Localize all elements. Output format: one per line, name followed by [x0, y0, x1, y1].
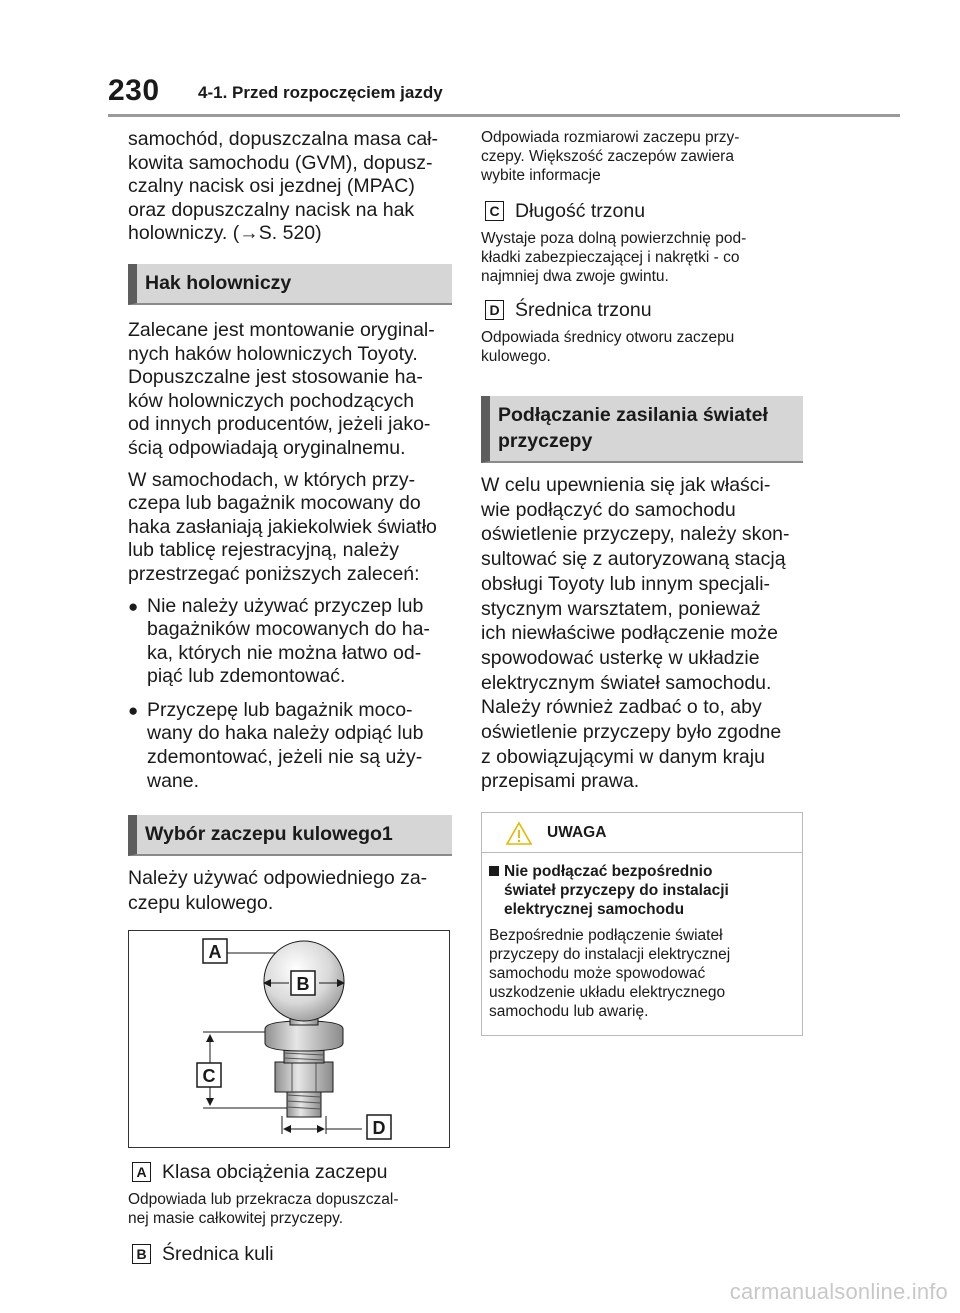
text-line: czepy. Większość zaczepów zawiera	[481, 148, 734, 165]
paragraph-recommend	[128, 319, 452, 461]
section-heading-trailer-lights	[481, 396, 803, 463]
text-line: piąć lub zdemontować.	[147, 665, 346, 688]
text-line: od innych producentów, jeżeli jako-	[128, 413, 431, 436]
label-b-row	[128, 1242, 452, 1266]
section-heading-tow-hitch: Hak holowniczy	[128, 264, 452, 305]
text-line: W celu upewnienia się jak właści-	[481, 474, 771, 496]
warning-triangle-icon	[506, 821, 532, 845]
text-line: lub tablicę rejestracyjną, należy	[128, 539, 399, 562]
text-line: kulowego.	[481, 348, 551, 365]
text-line: uszkodzenie układu elektrycznego	[489, 984, 726, 1002]
text-line: samochodu może spowodować	[489, 965, 706, 983]
label-a-description	[128, 1190, 452, 1228]
label-c-title: Długość trzonu	[515, 200, 646, 222]
text-line: przepisami prawa.	[481, 770, 640, 793]
warning-subtitle	[489, 862, 796, 919]
text-line: Należy również zadbać o to, aby	[481, 696, 762, 719]
text-line: oświetlenie przyczepy, należy skon-	[481, 523, 790, 546]
text-line: haka zasłaniają jakiekolwiek światło	[128, 515, 437, 538]
page-number: 230	[108, 74, 160, 107]
square-bullet-icon	[489, 866, 499, 876]
text-line: Zalecane jest montowanie oryginal-	[128, 318, 435, 341]
label-b-description	[481, 128, 803, 185]
text-line: ków holowniczych pochodzących	[128, 389, 415, 412]
warning-box	[481, 812, 803, 1036]
label-d-description	[481, 328, 803, 366]
page-header	[0, 0, 960, 120]
warning-header	[482, 813, 802, 853]
right-column	[481, 128, 803, 1036]
section-heading-ball-mount: Wybór zaczepu kulowego1	[128, 815, 452, 856]
figure-label-a: A	[208, 942, 222, 963]
text-line: kładki zabezpieczającej i nakrętki - co	[481, 249, 740, 266]
text-line: elektrycznej samochodu	[504, 901, 685, 919]
figure-label-c: C	[202, 1066, 216, 1087]
text-line: zdemontować, jeżeli nie są uży-	[147, 746, 423, 769]
ball-mount-illustration	[129, 931, 449, 1147]
text-line: przestrzegać poniższych zaleceń:	[128, 562, 420, 585]
label-a-title: Klasa obciążenia zaczepu	[162, 1161, 388, 1184]
text-line: nych haków holowniczych Toyoty.	[128, 342, 418, 365]
text-line: Należy używać odpowiedniego za-	[128, 867, 428, 890]
text-line: samochód, dopuszczalna masa cał-	[128, 128, 438, 150]
text-line: przyczepy do instalacji elektrycznej	[489, 946, 731, 964]
text-line: z obowiązującymi w danym kraju	[481, 745, 765, 768]
text-line: ich niewłaściwe podłączenie może	[481, 622, 778, 645]
bullet-item	[128, 699, 452, 793]
text-line: Odpowiada średnicy otworu zaczepu	[481, 329, 735, 346]
label-c-description	[481, 229, 803, 286]
text-line: Odpowiada lub przekracza dopuszczal-	[128, 1191, 399, 1209]
text-line: Bezpośrednie podłączenie świateł	[489, 927, 723, 945]
text-line: ka, których nie można łatwo od-	[147, 641, 422, 664]
text-line: przyczepy	[498, 430, 593, 452]
text-line: Nie podłączać bezpośrednio	[504, 863, 713, 881]
text-line: Podłączanie zasilania świateł	[498, 404, 768, 426]
bullet-item	[128, 595, 452, 689]
text-line: czalny nacisk osi jezdnej (MPAC)	[128, 175, 415, 198]
text-line: obsługi Toyoty lub innym specjali-	[481, 572, 771, 595]
text-line: elektrycznym świateł samochodu.	[481, 671, 772, 694]
label-d-title: Średnica trzonu	[515, 299, 652, 321]
text-line: sultować się z autoryzowaną stacją	[481, 548, 786, 571]
paragraph-obstruction	[128, 469, 452, 587]
text-line: stycznym warsztatem, ponieważ	[481, 597, 761, 620]
figure-label-d: D	[372, 1118, 386, 1139]
label-d-box: D	[485, 300, 504, 320]
text-line: ścią odpowiadają oryginalnemu.	[128, 436, 406, 459]
figure-label-b: B	[296, 974, 310, 995]
text-line: holowniczy. (→S. 520)	[128, 222, 322, 245]
label-b-title: Średnica kuli	[162, 1243, 274, 1266]
text-line: wany do haka należy odpiąć lub	[147, 722, 424, 745]
bullet-dot-icon: ●	[128, 700, 139, 720]
text-line: najmniej dwa zwoje gwintu.	[481, 268, 669, 285]
ball-mount-figure	[128, 930, 450, 1148]
text-line: wane.	[147, 769, 200, 792]
text-line: Nie należy używać przyczep lub	[147, 594, 424, 617]
text-line: kowita samochodu (GVM), dopusz-	[128, 151, 433, 174]
warning-body	[482, 853, 802, 1021]
text-line: wybite informacje	[481, 167, 601, 184]
text-line: wie podłączyć do samochodu	[481, 498, 736, 521]
watermark: carmanualsonline.info	[729, 1279, 948, 1304]
text-line: oraz dopuszczalny nacisk na hak	[128, 198, 415, 221]
text-line: oświetlenie przyczepy było zgodne	[481, 721, 782, 744]
warning-title: UWAGA	[547, 824, 607, 842]
text-line: spowodować usterkę w układzie	[481, 646, 760, 669]
label-a-row	[128, 1160, 452, 1184]
text-line: samochodu lub awarię.	[489, 1003, 649, 1021]
text-line: Przyczepę lub bagażnik moco-	[147, 698, 413, 721]
label-c-row	[481, 199, 803, 223]
intro-paragraph	[128, 128, 452, 246]
text-line: bagażników mocowanych do ha-	[147, 618, 430, 641]
text-line: Dopuszczalne jest stosowanie ha-	[128, 366, 423, 389]
bullet-dot-icon: ●	[128, 596, 139, 616]
text-line: świateł przyczepy do instalacji	[504, 882, 729, 900]
text-line: czepu kulowego.	[128, 892, 274, 915]
paragraph-trailer-lights	[481, 473, 803, 794]
warning-text	[489, 926, 796, 1021]
label-b-box: B	[132, 1244, 151, 1264]
label-d-row	[481, 298, 803, 322]
paragraph-ball-mount	[128, 866, 452, 916]
label-a-box: A	[132, 1162, 151, 1182]
header-divider	[108, 114, 900, 117]
label-c-box: C	[485, 201, 504, 221]
text-line: Wystaje poza dolną powierzchnię pod-	[481, 230, 747, 247]
chapter-title: 4-1. Przed rozpoczęciem jazdy	[198, 83, 443, 102]
text-line: czepa lub bagażnik mocowany do	[128, 492, 421, 515]
text-line: Odpowiada rozmiarowi zaczepu przy-	[481, 129, 740, 146]
text-line: W samochodach, w których przy-	[128, 468, 416, 491]
text-line: nej masie całkowitej przyczepy.	[128, 1210, 344, 1228]
left-column	[128, 128, 452, 1266]
